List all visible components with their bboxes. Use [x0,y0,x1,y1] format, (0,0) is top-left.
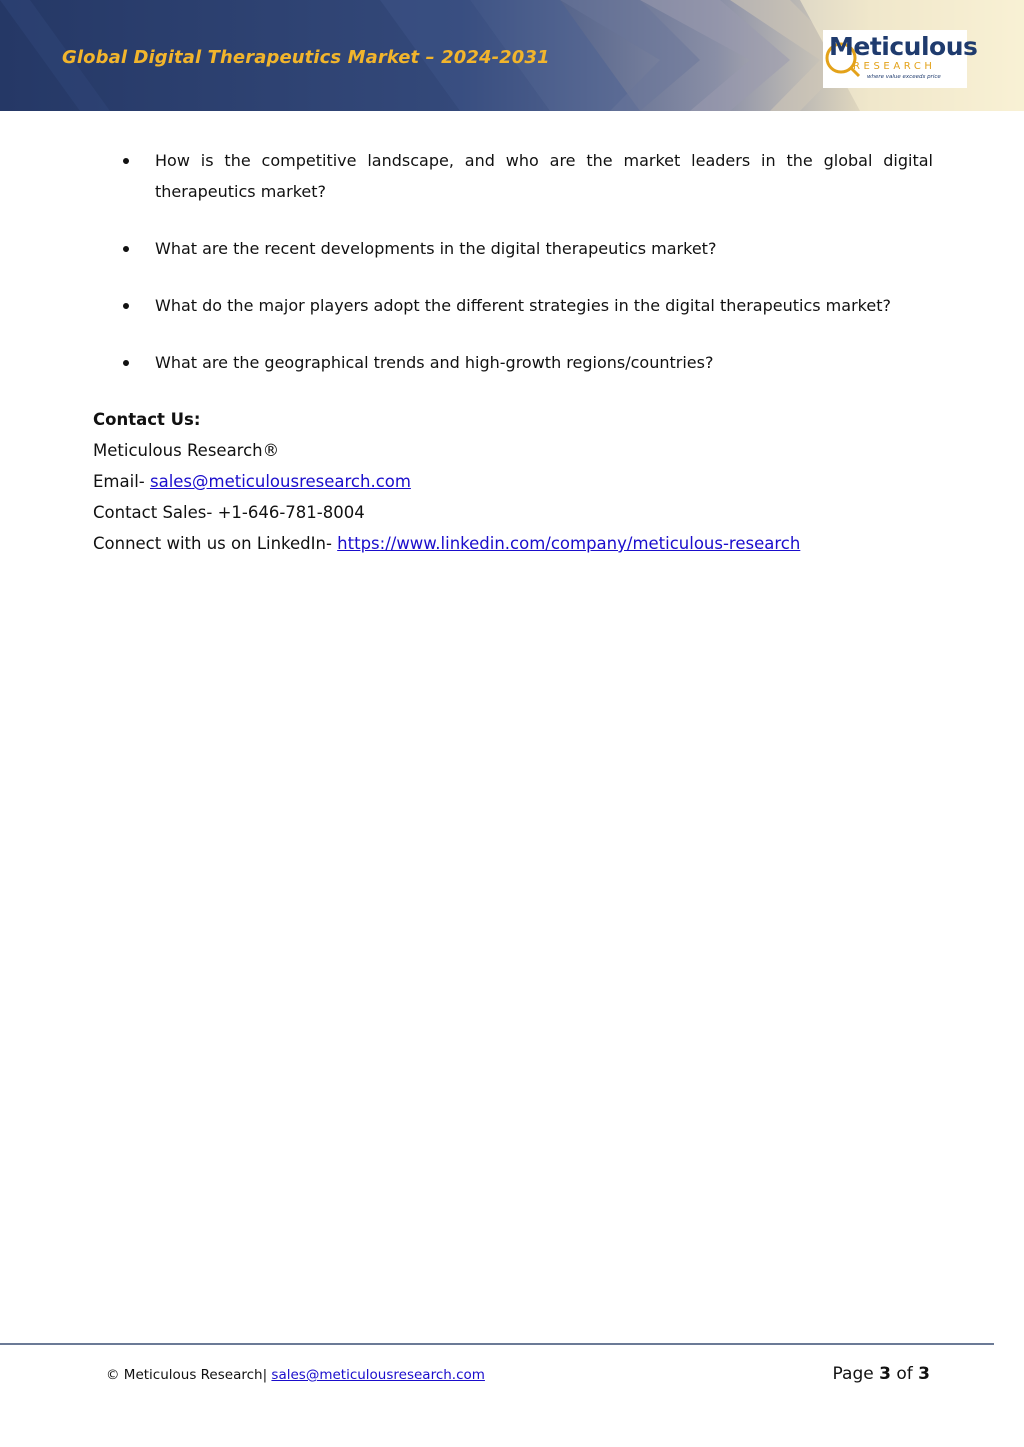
list-item [93,233,933,264]
footer-email-link[interactable]: sales@meticulousresearch.com [271,1367,485,1383]
bullet-dot-icon [123,303,129,309]
copyright-text: © Meticulous Research| [106,1367,272,1383]
logo-tagline: where value exceeds price [867,74,941,80]
bullet-dot-icon [123,360,129,366]
contact-section [93,404,800,559]
document-title: Global Digital Therapeutics Market – 2024-2031 [62,47,550,68]
sales-label: Contact Sales- [93,503,218,522]
page-total: 3 [918,1364,930,1384]
logo-subtitle: RESEARCH [853,61,936,72]
list-item-text: What are the geographical trends and high-growth regions/countries? [155,353,714,372]
logo-wordmark: Meticulous [829,32,978,61]
page-header [0,0,1024,111]
list-item-text: What do the major players adopt the different strategies in the digital therapeutics market? [155,296,891,315]
linkedin-label: Connect with us on LinkedIn- [93,534,338,553]
company-logo [823,30,978,88]
email-link[interactable]: sales@meticulousresearch.com [149,472,411,491]
list-item [93,145,933,207]
contact-linkedin-line [93,528,800,559]
contact-heading: Contact Us: [93,410,201,429]
question-list [93,145,933,404]
of-word: of [890,1364,919,1384]
contact-sales-line [93,497,800,528]
page-current: 3 [879,1364,891,1384]
linkedin-link[interactable]: https://www.linkedin.com/company/meticulous-research [337,534,801,553]
list-item [93,290,933,321]
list-item-text: How is the competitive landscape, and who are the market leaders in the global digital therapeutics market? [155,151,933,201]
list-item-text: What are the recent developments in the digital therapeutics market? [155,239,717,258]
contact-company: Meticulous Research® [93,441,280,460]
sales-phone: +1-646-781-8004 [217,503,365,522]
page-number [833,1364,930,1384]
page-word: Page [832,1364,880,1384]
footer-divider [0,1343,994,1345]
footer-copyright [106,1367,485,1383]
bullet-dot-icon [123,246,129,252]
list-item [93,347,933,378]
bullet-dot-icon [123,158,129,164]
contact-email-line [93,466,800,497]
email-label: Email- [93,472,150,491]
